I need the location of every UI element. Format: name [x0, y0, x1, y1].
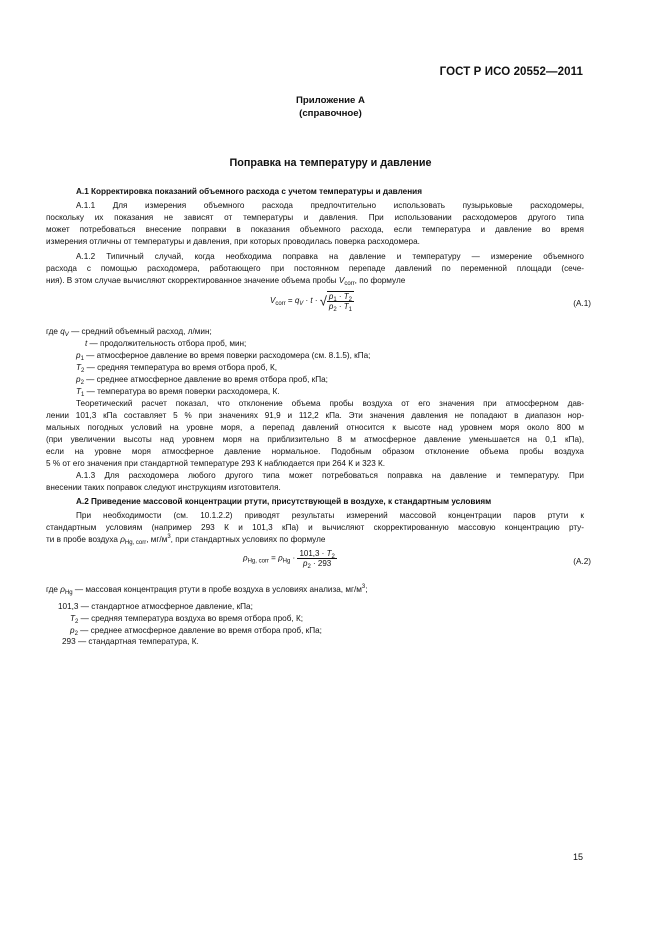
def-t2: $T_2$ — средняя температура во время отбора проб, К,	[76, 363, 277, 374]
a1-p2-line1: А.1.2 Типичный случай, когда необходима поправка на давление и температуру — измерение объемного	[76, 252, 584, 261]
def-qv: где $q_V$ — средний объемный расход, л/мин;	[46, 327, 212, 338]
a1-p1-line1: А.1.1 Для измерения объемного расхода предпочтительно использовать пузырьковые расходомеры,	[76, 201, 584, 210]
def-101-3: 101,3 — стандартное атмосферное давление, кПа;	[58, 602, 253, 611]
equation-number-a2: (А.2)	[573, 557, 591, 566]
a1-p3-line5: если на уровне моря атмосферное давление нормальное. Подобным образом отклонение объема пробы воздуха	[46, 447, 584, 456]
annex-label: Приложение А	[296, 95, 365, 106]
section-a2-heading: А.2 Приведение массовой концентрации ртути, присутствующей в воздухе, к стандартным условиям	[76, 497, 492, 506]
page-number: 15	[572, 852, 583, 862]
a1-p1-line2: поскольку их показания не зависят от температуры и давления. При использовании расходомеров другого типа	[46, 213, 584, 222]
a2-p1-line1: При необходимости (см. 10.1.2.2) приводят результаты измерений массовой концентрации паров ртути к	[76, 511, 584, 520]
a2-p1-line3: ти в пробе воздуха $\rho_{Hg, corr}$, $мг/м^3$, при стандартных условиях по формуле	[46, 534, 326, 546]
def-a2-p2: $p_2$ — среднее атмосферное давление во время отбора проб, кПа;	[70, 626, 322, 637]
annex-type: (справочное)	[299, 108, 362, 119]
def-t1: $T_1$ — температура во время поверки расходомера, К.	[76, 387, 280, 398]
formula-a2: $\rho_{Hg, corr} = \rho_{Hg}$ · $\frac{101,3 \cdot T_2}{p_2 \cdot 293}$	[243, 549, 335, 570]
def-293: 293 — стандартная температура, К.	[62, 637, 199, 646]
def-rho-hg: где $\rho_{Hg}$ — массовая концентрация ртути в пробе воздуха в условиях анализа, $мг/м^3$;	[46, 584, 368, 596]
a1-p1-line3: может потребоваться внесение поправки в показания объемного расхода, если температура и давление во время	[46, 225, 584, 234]
a1-p3-line2: лении 101,3 кПа составляет 5 % при значениях 91,9 и 112,2 кПа. Эти значения давления не попадают в диапазон нор-	[46, 411, 584, 420]
annex-title: Поправка на температуру и давление	[229, 157, 432, 169]
a1-p2-line3: ния). В этом случае вычисляют скорректированное значение объема пробы $V_{corr}$, по формуле	[46, 276, 406, 287]
a1-p3-line1: Теоретический расчет показал, что отклонение объема пробы воздуха от его значения при атмосферном дав-	[76, 399, 584, 408]
section-a1-heading: А.1 Корректировка показаний объемного расхода с учетом температуры и давления	[76, 187, 422, 196]
a2-p1-line2: стандартным условиям (например 293 К и 101,3 кПа) и вычисляют скорректированную массовую концентрацию рту-	[46, 523, 584, 532]
formula-a1: $V_{corr} = q_V \cdot t$ · √ $\frac{p_1 \cdot T_2}{p_2 \cdot T_1}$	[270, 292, 353, 313]
standard-header: ГОСТ Р ИСО 20552—2011	[439, 66, 583, 78]
a1-p4-line1: А.1.3 Для расходомера любого другого типа может потребоваться поправка на давление и температуру. При	[76, 471, 584, 480]
def-a2-t2: $T_2$ — средняя температура воздуха во время отбора проб, К;	[70, 614, 303, 625]
a1-p4-line2: внесении таких поправок следуют инструкциям изготовителя.	[46, 483, 281, 492]
def-p1: $p_1$ — атмосферное давление во время поверки расходомера (см. 8.1.5), кПа;	[76, 351, 371, 362]
a1-p2-line2: расхода с помощью расходомера, работающего при постоянном перепаде давлений по переменной площади (сече-	[46, 264, 584, 273]
equation-number-a1: (А.1)	[573, 299, 591, 308]
a1-p1-line4: измерения отличны от температуры и давления, при которых проводилась поверка расходомера.	[46, 237, 420, 246]
def-p2: $p_2$ — среднее атмосферное давление во время отбора проб, кПа;	[76, 375, 328, 386]
a1-p3-line4: (при увеличении высоты над уровнем моря на приблизительно 8 м атмосферное давление уменьшается на 0,1 кПа),	[46, 435, 584, 444]
a1-p3-line6: 5 % от его значения при стандартной температуре 293 К наблюдается при 264 К и 323 К.	[46, 459, 386, 468]
a1-p3-line3: мальных погодных условий на уровне моря, а перепад давлений относится к высоте над уровнем моря около 800 м	[46, 423, 584, 432]
def-t: t — продолжительность отбора проб, мин;	[85, 339, 247, 348]
